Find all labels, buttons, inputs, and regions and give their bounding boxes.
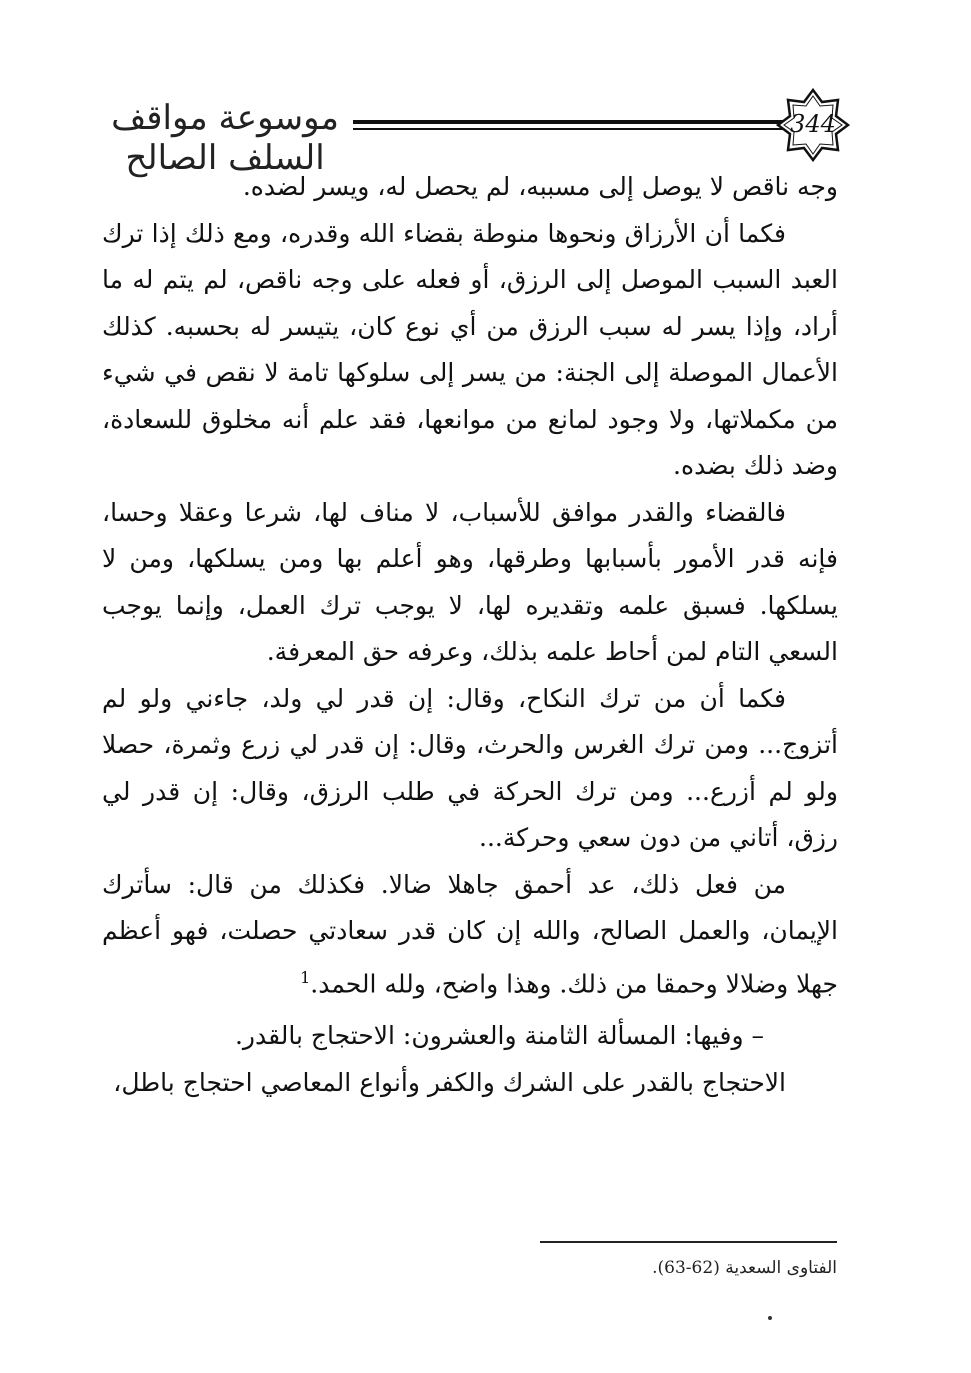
page-number-badge <box>776 88 850 162</box>
paragraph-1: وجه ناقص لا يوصل إلى مسببه، لم يحصل له، ويسر لضده. <box>242 172 838 201</box>
header-rule-thick <box>353 120 792 124</box>
page-header <box>95 88 850 178</box>
paragraph-3: فالقضاء والقدر موافق للأسباب، لا مناف لها، شرعا وعقلا وحسا، فإنه قدر الأمور بأسبابها وطرقها، وهو أعلم بها ومن يسلكها، ومن لا يسلكها. فسبق علمه وتقديره لها، لا يوجب ترك العمل، وإنما يوجب السعي التام لمن أحاط علمه بذلك، وعرفه حق المعرفة. <box>102 497 838 666</box>
footnote: الفتاوى السعدية (62-63). <box>652 1258 837 1278</box>
header-rule-thin <box>353 128 792 130</box>
speck-dot <box>768 1316 772 1320</box>
paragraph-4: فكما أن من ترك النكاح، وقال: إن قدر لي ولد، جاءني ولو لم أتزوج... ومن ترك الغرس والحرث، وقال: إن قدر لي زرع وثمرة، حصلا ولو لم أزرع... ومن ترك الحركة في طلب الرزق، وقال: إن قدر لي رزق، أتاني من دون سعي وحركة... <box>102 683 838 852</box>
paragraph-2: فكما أن الأرزاق ونحوها منوطة بقضاء الله وقدره، ومع ذلك إذا ترك العبد السبب الموصل إلى الرزق، أو فعله على وجه ناقص، لم يتم له ما أراد، وإذا يسر له سبب الرزق من أي نوع كان، يتيسر له بحسبه. كذلك الأعمال الموصلة إلى الجنة: من يسر إلى سلوكها تامة لا نقص في شيء من مكملاتها، ولا وجود لمانع من موانعها، فقد علم أنه مخلوق للسعادة، وضد ذلك بضده. <box>102 218 838 480</box>
page-number: 344 <box>790 110 836 138</box>
body-text <box>102 164 838 1106</box>
paragraph-5 <box>102 862 838 1008</box>
last-line: الاحتجاج بالقدر على الشرك والكفر وأنواع المعاصي احتجاج باطل، <box>113 1067 786 1097</box>
book-title: موسوعة مواقف السلف الصالح <box>111 98 339 178</box>
footnote-marker: 1 <box>300 967 311 987</box>
section-heading: – وفيها: المسألة الثامنة والعشرون: الاحتجاج بالقدر. <box>234 1021 764 1051</box>
paragraph-5-text: من فعل ذلك، عد أحمق جاهلا ضالا. فكذلك من قال: سأترك الإيمان، والعمل الصالح، والله إن كان قدر سعادتي حصلت، فهو أعظم جهلا وضلالا وحمقا من ذلك. وهذا واضح، ولله الحمد. <box>102 869 838 998</box>
footnote-rule <box>540 1241 837 1243</box>
